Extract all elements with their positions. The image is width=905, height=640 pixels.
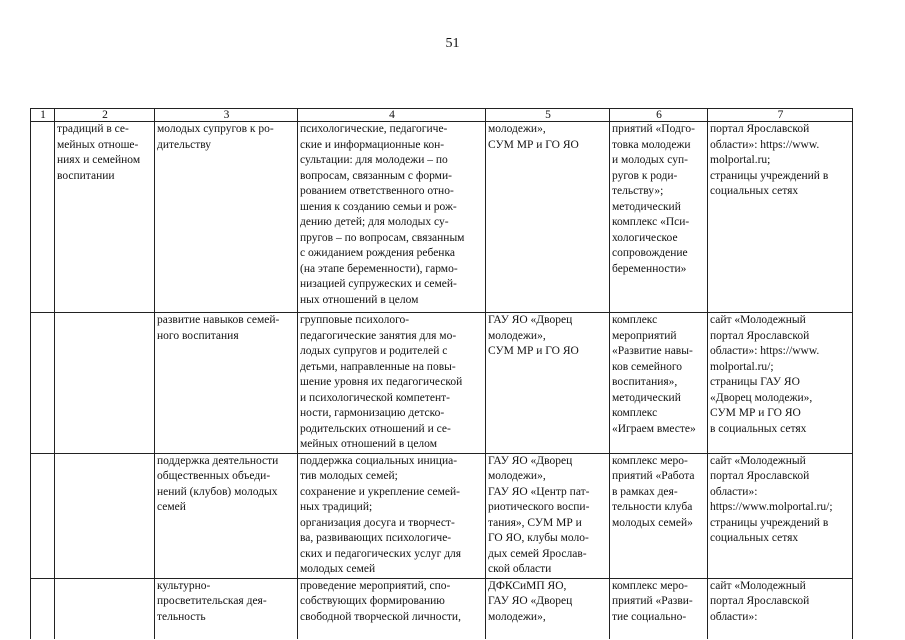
table-cell: ГАУ ЯО «Дворец молодежи», СУМ МР и ГО ЯО [486, 313, 610, 454]
table-cell [31, 453, 55, 578]
table-cell: психологические, педагогиче- ские и информационные кон- сультации: для молодежи – по вопросам, связанным с форми- рованием ответственного отно- шения к созданию семьи и рож- дению детей; для молодых су- пругов – по вопросам, связанным с ожиданием рождения ребенка (на этапе беременности), гармо- низацией супружеских и семей- ных отношений в целом [298, 122, 486, 313]
table-cell: комплекс мероприятий «Развитие навы- ков семейного воспитания», методический комплекс «Играем вместе» [610, 313, 708, 454]
table-cell: портал Ярославской области»: https://www. molportal.ru; страницы учреждений в социальных сетях [708, 122, 853, 313]
table-cell: приятий «Подго- товка молодежи и молодых суп- ругов к роди- тельству»; методический комплекс «Пси- хологическое сопровождение беременности» [610, 122, 708, 313]
table-cell: групповые психолого- педагогические занятия для мо- лодых супругов и родителей с детьми, направленные на повы- шение уровня их педагогической и психологической компетент- ности, гармонизацию детско- родительских отношений и се- мейных отношений в целом [298, 313, 486, 454]
column-header: 1 [31, 109, 55, 122]
table-cell: проведение мероприятий, спо- собствующих формированию свободной творческой личности, [298, 578, 486, 639]
column-header: 3 [155, 109, 298, 122]
table-cell: сайт «Молодежный портал Ярославской области»: https://www. molportal.ru/; страницы ГАУ ЯО «Дворец молодежи», СУМ МР и ГО ЯО в социальных сетях [708, 313, 853, 454]
table-cell [31, 313, 55, 454]
table-cell: молодых супругов к ро- дительству [155, 122, 298, 313]
table-cell: ДФКСиМП ЯО, ГАУ ЯО «Дворец молодежи», [486, 578, 610, 639]
table-header-row [31, 109, 853, 122]
table-row [31, 313, 853, 454]
column-header: 2 [55, 109, 155, 122]
page-number: 51 [445, 36, 460, 51]
events-table [30, 108, 853, 639]
table-cell: комплекс меро- приятий «Работа в рамках дея- тельности клуба молодых семей» [610, 453, 708, 578]
column-header: 6 [610, 109, 708, 122]
table-cell [55, 313, 155, 454]
table-cell: сайт «Молодежный портал Ярославской области»: [708, 578, 853, 639]
table-cell: ГАУ ЯО «Дворец молодежи», ГАУ ЯО «Центр пат- риотического воспи- тания», СУМ МР и ГО ЯО, клубы моло- дых семей Ярослав- ской области [486, 453, 610, 578]
table-cell [55, 453, 155, 578]
table-cell: поддержка деятельности общественных объеди- нений (клубов) молодых семей [155, 453, 298, 578]
table-cell: сайт «Молодежный портал Ярославской области»: https://www.molportal.ru/; страницы учреждений в социальных сетях [708, 453, 853, 578]
table-cell: развитие навыков семей- ного воспитания [155, 313, 298, 454]
table-cell [31, 122, 55, 313]
table-cell [55, 578, 155, 639]
table-cell [31, 578, 55, 639]
column-header: 5 [486, 109, 610, 122]
table-row [31, 453, 853, 578]
table-row [31, 578, 853, 639]
table-cell: культурно- просветительская дея- тельность [155, 578, 298, 639]
table-cell: поддержка социальных инициа- тив молодых семей; сохранение и укрепление семей- ных традиций; организация досуга и творчест- ва, развивающих психологиче- ских и педагогических услуг для молодых семей [298, 453, 486, 578]
column-header: 4 [298, 109, 486, 122]
table-row [31, 122, 853, 313]
table-cell: молодежи», СУМ МР и ГО ЯО [486, 122, 610, 313]
table-cell: комплекс меро- приятий «Разви- тие социально- [610, 578, 708, 639]
column-header: 7 [708, 109, 853, 122]
table-cell: традиций в се- мейных отноше- ниях и семейном воспитании [55, 122, 155, 313]
